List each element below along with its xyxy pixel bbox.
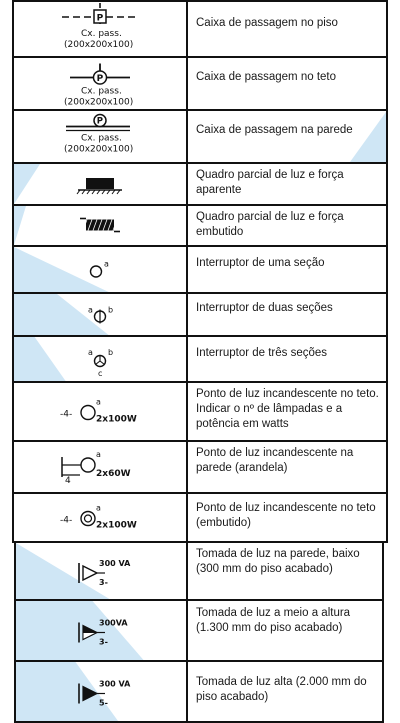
- legend-row-tomada-alta: [0, 660, 400, 721]
- symbol-graphic: [16, 662, 186, 721]
- box-label: Cx. pass.: [81, 86, 122, 97]
- symbol-description: Tomada de luz alta (2.000 mm do piso acabado): [196, 675, 367, 703]
- recessed-panel-icon: [78, 219, 120, 232]
- symbol-cell: [12, 245, 188, 294]
- symbol-description: Quadro parcial de luz e força embutido: [196, 211, 344, 238]
- symbol-cell: [12, 0, 188, 58]
- symbol-cell: [12, 56, 188, 111]
- symbol-cell: [12, 440, 188, 494]
- outlet-power: 300 VA: [99, 559, 131, 568]
- legend-row-luz-parede: [0, 440, 400, 492]
- switch-letter-c: c: [98, 369, 103, 378]
- highlight-band: [14, 337, 66, 381]
- circuit-letter: a: [96, 503, 101, 513]
- lamp-count: 4: [65, 476, 71, 486]
- symbol-description: Ponto de luz incandescente na parede (arandela): [196, 447, 354, 474]
- symbol-cell: [14, 660, 188, 723]
- symbol-graphic: [14, 442, 186, 492]
- description-cell: [188, 492, 388, 543]
- low-outlet-icon: [79, 559, 131, 587]
- symbol-cell: [12, 492, 188, 543]
- highlight-band: [14, 206, 26, 245]
- box-size: (200x200x100): [64, 144, 134, 155]
- symbol-graphic: [16, 543, 186, 599]
- description-cell: [188, 0, 388, 58]
- symbol-graphic: [14, 383, 186, 440]
- lamp-power: 2x100W: [96, 520, 137, 531]
- description-cell: [188, 541, 384, 601]
- highlight-band: [16, 662, 118, 721]
- symbol-graphic: [14, 247, 186, 292]
- symbol-graphic: [14, 2, 186, 56]
- description-cell: [188, 204, 388, 247]
- symbol-description: Quadro parcial de luz e força aparente: [196, 169, 344, 196]
- symbol-cell: [12, 381, 188, 442]
- legend-row-interruptor-uma: [0, 245, 400, 292]
- legend-row-tomada-baixo: [0, 541, 400, 599]
- legend-row-tomada-meia: [0, 599, 400, 660]
- switch-letter-a: a: [88, 305, 93, 315]
- description-cell: [188, 440, 388, 494]
- description-cell: [188, 162, 388, 206]
- box-letter: P: [96, 13, 104, 24]
- switch-letter-a: a: [104, 259, 109, 269]
- double-switch-icon: [88, 306, 113, 324]
- symbol-graphic: [14, 294, 186, 335]
- description-cell: [188, 599, 384, 662]
- outlet-circuit: 5-: [99, 698, 108, 708]
- legend-row-luz-teto: [0, 381, 400, 440]
- legend-row-caixa-piso: [0, 0, 400, 56]
- switch-letter-a: a: [88, 348, 93, 357]
- circuit-letter: a: [96, 450, 101, 459]
- symbol-graphic: [14, 337, 186, 381]
- outlet-power: 300VA: [99, 618, 128, 628]
- legend-row-quadro-aparente: [0, 162, 400, 204]
- legend-row-interruptor-duas: [0, 292, 400, 335]
- symbol-cell: [14, 599, 188, 662]
- switch-letter-b: b: [108, 305, 114, 315]
- symbol-cell: [12, 292, 188, 337]
- box-letter: P: [96, 116, 104, 127]
- symbol-cell: [12, 109, 188, 164]
- wall-light-icon: [62, 450, 131, 486]
- lamp-count: -4-: [60, 515, 73, 526]
- legend-row-luz-embutido: [0, 492, 400, 541]
- description-cell: [188, 335, 388, 383]
- ceiling-junction-box-icon: [64, 64, 133, 108]
- wall-junction-box-icon: [64, 115, 133, 155]
- switch-letter-b: b: [108, 348, 114, 357]
- lamp-power: 2x100W: [96, 414, 137, 425]
- symbol-cell: [12, 162, 188, 206]
- legend-row-interruptor-tres: [0, 335, 400, 381]
- description-cell: [188, 245, 388, 294]
- symbol-description: Caixa de passagem no teto: [196, 71, 337, 83]
- single-switch-icon: [91, 260, 110, 278]
- symbol-graphic: [14, 58, 186, 109]
- circuit-letter: a: [96, 397, 101, 407]
- symbol-cell: [12, 204, 188, 247]
- description-cell: [188, 381, 388, 442]
- legend-row-caixa-parede: [0, 109, 400, 162]
- highlight-band: [16, 543, 110, 599]
- description-cell: [188, 292, 388, 337]
- legend-row-quadro-embutido: [0, 204, 400, 245]
- description-cell: [188, 109, 388, 164]
- outlet-circuit: 3-: [99, 578, 108, 587]
- symbol-graphic: [16, 601, 186, 660]
- outlet-circuit: 3-: [99, 637, 108, 647]
- legend-row-caixa-teto: [0, 56, 400, 109]
- box-size: (200x200x100): [64, 97, 134, 108]
- symbol-description: Tomada de luz a meio a altura (1.300 mm do piso acabado): [196, 607, 351, 634]
- recessed-light-icon: [60, 504, 137, 531]
- box-label: Cx. pass.: [81, 29, 122, 39]
- triple-switch-icon: [88, 348, 113, 378]
- symbol-description: Tomada de luz na parede, baixo (300 mm do piso acabado): [196, 548, 360, 575]
- symbol-graphic: [14, 111, 186, 162]
- description-cell: [188, 660, 384, 723]
- description-cell: [188, 56, 388, 111]
- box-size: (200x200x100): [64, 40, 134, 50]
- symbol-description: Caixa de passagem na parede: [196, 124, 353, 136]
- highlight-band: [14, 164, 40, 204]
- symbol-cell: [12, 335, 188, 383]
- symbol-graphic: [14, 206, 186, 245]
- floor-junction-box-icon: [62, 3, 138, 50]
- lamp-count: -4-: [60, 409, 73, 420]
- symbol-description: Ponto de luz incandescente no teto. Indicar o nº de lâmpadas e a potência em watts: [196, 388, 379, 430]
- symbol-graphic: [14, 494, 186, 541]
- symbol-description: Caixa de passagem no piso: [196, 16, 338, 29]
- lamp-power: 2x60W: [96, 469, 131, 479]
- outlet-power: 300 VA: [99, 679, 131, 689]
- symbol-description: Interruptor de uma seção: [196, 257, 325, 269]
- symbol-description: Interruptor de duas seções: [196, 302, 333, 314]
- symbol-graphic: [14, 164, 186, 204]
- box-label: Cx. pass.: [81, 133, 122, 144]
- surface-panel-icon: [77, 178, 122, 194]
- symbol-description: Interruptor de três seções: [196, 346, 328, 359]
- symbol-cell: [14, 541, 188, 601]
- ceiling-light-icon: [60, 398, 137, 425]
- symbol-description: Ponto de luz incandescente no teto (embutido): [196, 501, 376, 529]
- box-letter: P: [96, 74, 104, 84]
